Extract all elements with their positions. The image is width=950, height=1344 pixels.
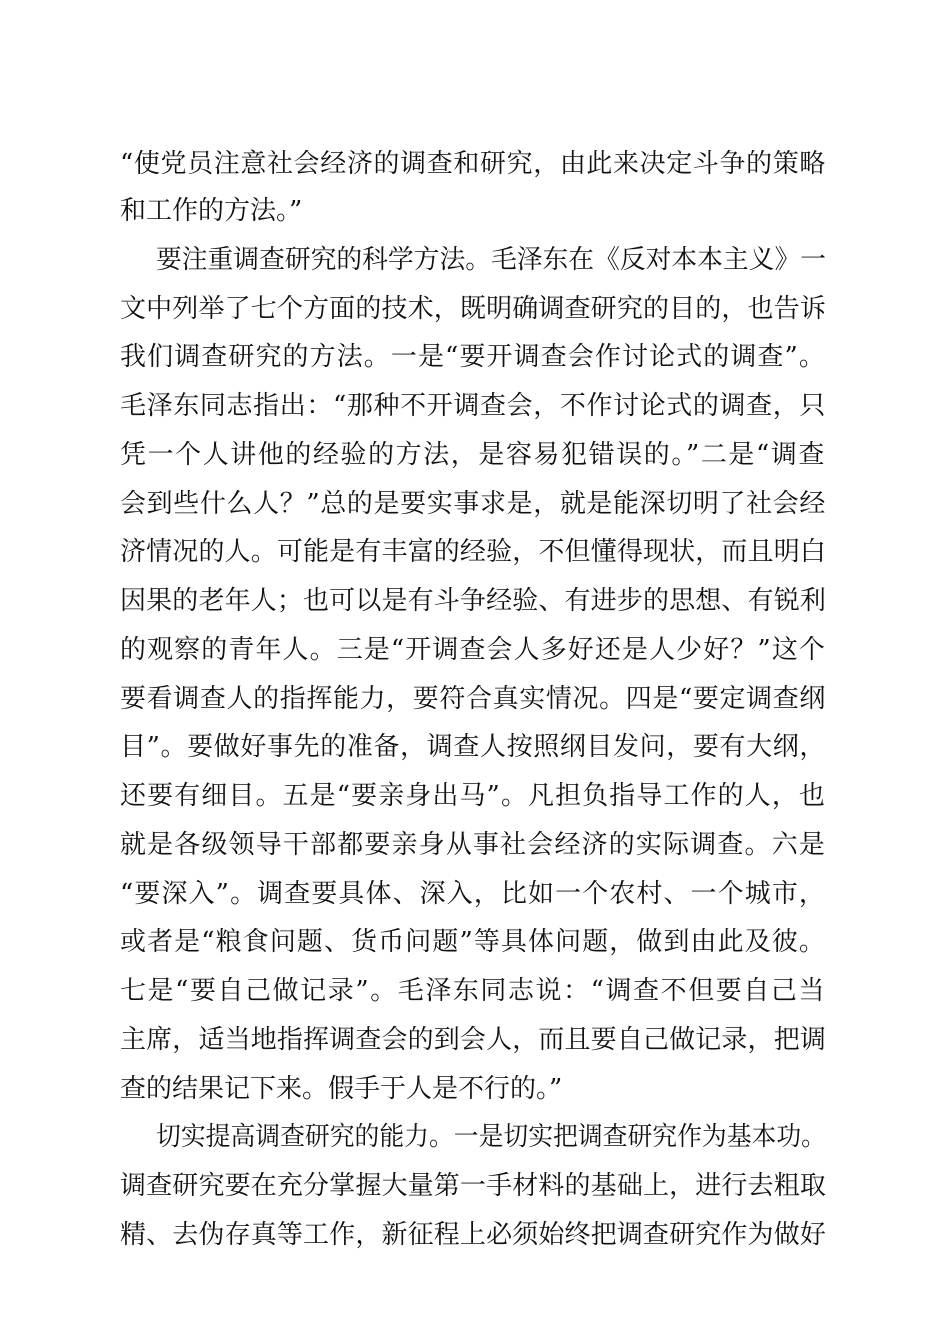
line-text: 凭一个人讲他的经验的方法，是容易犯错误的。”二是“调查 [120,440,826,470]
text-line [0,528,950,576]
line-text: 的观察的青年人。三是“开调查会人多好还是人少好？”这个 [120,635,826,665]
line-text: 或者是“粮食问题、货币问题”等具体问题，做到由此及彼。 [120,927,826,957]
text-line [0,577,950,625]
line-text: 切实提高调查研究的能力。一是切实把调查研究作为基本功。 [156,1122,826,1152]
line-text: 我们调查研究的方法。一是“要开调查会作讨论式的调查”。 [120,342,826,372]
line-text: 济情况的人。可能是有丰富的经验，不但懂得现状，而且明白 [120,537,826,567]
line-text: 主席，适当地指挥调查会的到会人，而且要自己做记录，把调 [120,1025,826,1055]
text-line [0,431,950,479]
text-line [0,918,950,966]
text-line [0,1162,950,1210]
line-text: 调查研究要在充分掌握大量第一手材料的基础上，进行去粗取 [120,1171,826,1201]
text-line [0,285,950,333]
line-text: 七是“要自己做记录”。毛泽东同志说：“调查不但要自己当 [120,976,826,1006]
text-line [0,723,950,771]
line-text: 会到些什么人？”总的是要实事求是，就是能深切明了社会经 [120,489,826,519]
text-line [0,1016,950,1064]
line-text: 目”。要做好事先的准备，调查人按照纲目发问，要有大纲， [120,732,826,762]
text-line [0,187,950,235]
text-line [0,333,950,381]
line-text: 要注重调查研究的科学方法。毛泽东在《反对本本主义》一 [156,245,826,275]
line-text: 和工作的方法。” [120,196,303,226]
line-text: 精、去伪存真等工作，新征程上必须始终把调查研究作为做好 [120,1220,826,1250]
text-line [0,870,950,918]
line-text: “要深入”。调查要具体、深入，比如一个农村、一个城市， [120,879,826,909]
text-line [0,675,950,723]
line-text: 还要有细目。五是“要亲身出马”。凡担负指导工作的人，也 [120,781,826,811]
text-line [0,626,950,674]
text-line [0,480,950,528]
text-line [0,382,950,430]
text-line [0,967,950,1015]
line-text: 毛泽东同志指出：“那种不开调查会，不作讨论式的调查，只 [120,391,826,421]
line-text: 因果的老年人；也可以是有斗争经验、有进步的思想、有锐利 [120,586,826,616]
text-line [0,140,950,188]
text-line [0,1065,950,1113]
line-text: “使党员注意社会经济的调查和研究，由此来决定斗争的策略 [120,149,826,179]
text-line [0,1211,950,1259]
text-line [0,772,950,820]
text-line [0,821,950,869]
line-text: 就是各级领导干部都要亲身从事社会经济的实际调查。六是 [120,830,826,860]
text-line [0,236,950,284]
line-text: 查的结果记下来。假手于人是不行的。” [120,1074,563,1104]
line-text: 要看调查人的指挥能力，要符合真实情况。四是“要定调查纲 [120,684,826,714]
text-line [0,1113,950,1161]
line-text: 文中列举了七个方面的技术，既明确调查研究的目的，也告诉 [120,294,826,324]
